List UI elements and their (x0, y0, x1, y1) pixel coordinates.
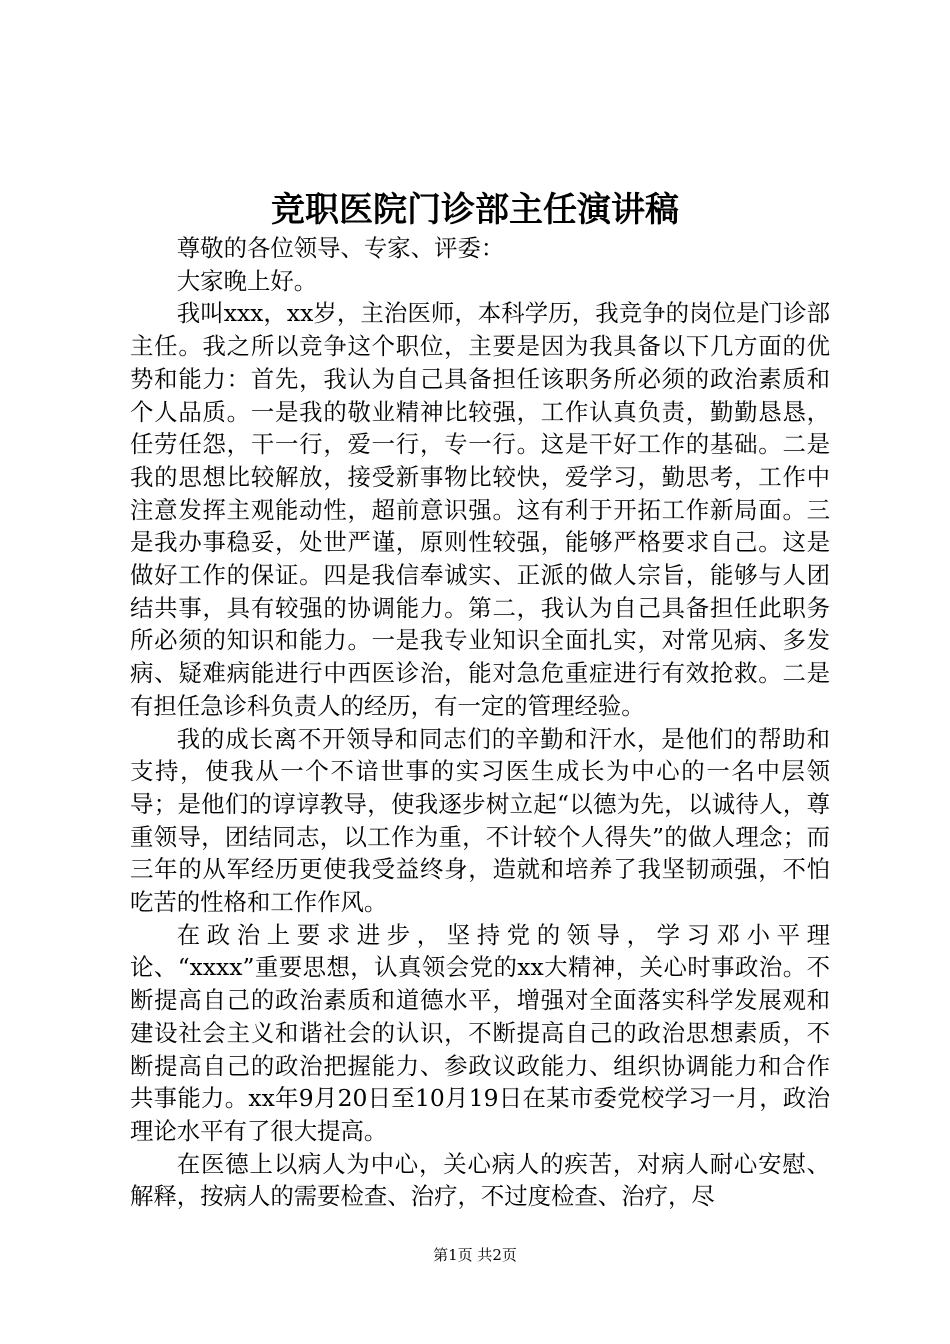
paragraph-greeting: 大家晚上好。 (176, 266, 318, 295)
paragraph-salutation: 尊敬的各位领导、专家、评委： (176, 234, 505, 262)
paragraph-growth: 我的成长离不开领导和同志们的辛勤和汗水，是他们的帮助和支持，使我从一个不谙世事的实习医生成长为中心的一名中层领导；是他们的谆谆教导，使我逐步树立起“以德为先，以诚待人，尊重领导，团结同志，以工作为重，不计较个人得失”的做人理念；而三年的从军经历更使我受益终身，造就和培养了我坚韧顽强，不怕吃苦的性格和工作作风。 (130, 724, 830, 917)
page-number-footer: 第1页 共2页 (433, 1246, 517, 1264)
document-body (130, 232, 830, 1213)
document-title: 竞职医院门诊部主任演讲稿 (271, 190, 679, 230)
paragraph-politics: 在政治上要求进步，坚持党的领导，学习邓小平理论、“xxxx”重要思想，认真领会党的xx大精神，关心时事政治。不断提高自己的政治素质和道德水平，增强对全面落实科学发展观和建设社会主义和谐社会的认识，不断提高自己的政治思想素质，不断提高自己的政治把握能力、参政议政能力、组织协调能力和合作共事能力。xx年9月20日至10月19日在某市委党校学习一月，政治理论水平有了很大提高。 (130, 920, 830, 1145)
paragraph-introduction: 我叫xxx，xx岁，主治医师，本科学历，我竞争的岗位是门诊部主任。我之所以竞争这个职位，主要是因为我具备以下几方面的优势和能力：首先，我认为自己具备担任该职务所必须的政治素质和个人品质。一是我的敬业精神比较强，工作认真负责，勤勤恳恳，任劳任怨，干一行，爱一行，专一行。这是干好工作的基础。二是我的思想比较解放，接受新事物比较快，爱学习，勤思考，工作中注意发挥主观能动性，超前意识强。这有利于开拓工作新局面。三是我办事稳妥，处世严谨，原则性较强，能够严格要求自己。这是做好工作的保证。四是我信奉诚实、正派的做人宗旨，能够与人团结共事，具有较强的协调能力。第二，我认为自己具备担任此职务所必须的知识和能力。一是我专业知识全面扎实，对常见病、多发病、疑难病能进行中西医诊治，能对急危重症进行有效抢救。二是有担任急诊科负责人的经历，有一定的管理经验。 (130, 299, 830, 720)
paragraph-ethics: 在医德上以病人为中心，关心病人的疾苦，对病人耐心安慰、解释，按病人的需要检查、治疗，不过度检查、治疗，尽 (130, 1149, 830, 1211)
